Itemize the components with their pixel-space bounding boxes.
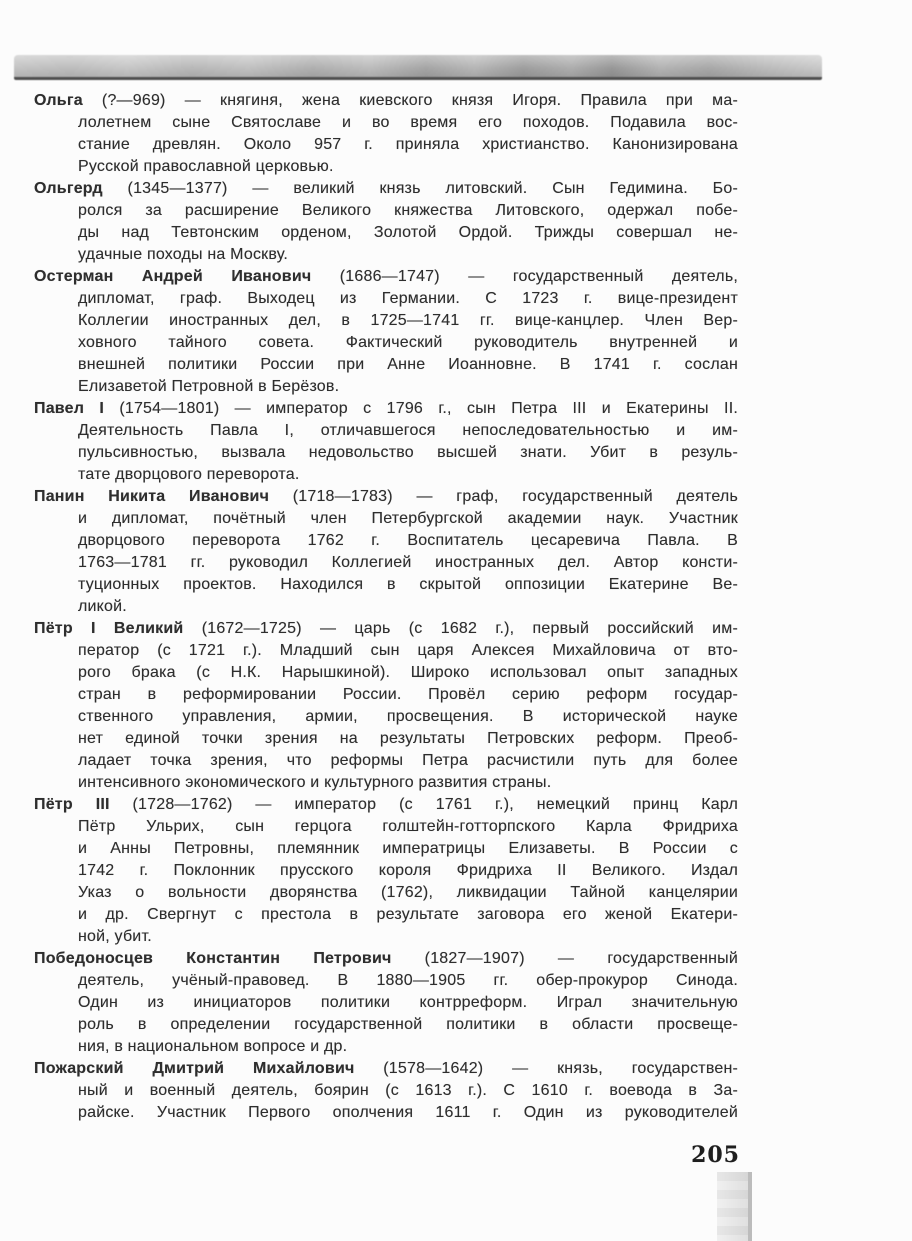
entry-term: Остерман Андрей Иванович bbox=[34, 268, 312, 285]
page-number: 205 bbox=[691, 1142, 740, 1168]
entry-line: рого брака (с Н.К. Нарышкиной). Широко использовал опыт западных bbox=[78, 664, 738, 681]
entry-line: Коллегии иностранных дел, в 1725—1741 гг. вице-канцлер. Член Вер- bbox=[78, 312, 738, 329]
entry-line: 1763—1781 гг. руководил Коллегией иностранных дел. Автор консти- bbox=[78, 554, 738, 571]
entry-line: Павел I (1754—1801) — император с 1796 г., сын Петра III и Екатерины II. bbox=[34, 400, 738, 417]
dictionary-entry bbox=[34, 1058, 738, 1124]
dictionary-entry bbox=[34, 948, 738, 1058]
entry-term: Ольга bbox=[34, 92, 83, 109]
dictionary-entry bbox=[34, 398, 738, 486]
entry-line: ный и военный деятель, боярин (с 1613 г.). С 1610 г. воевода в За- bbox=[78, 1082, 738, 1099]
entry-line: ролся за расширение Великого княжества Литовского, одержал побе- bbox=[78, 202, 738, 219]
entry-line: Победоносцев Константин Петрович (1827—1907) — государственный bbox=[34, 950, 738, 967]
entry-line: стран в реформировании России. Провёл серию реформ государ- bbox=[78, 686, 738, 703]
dictionary-entry bbox=[34, 794, 738, 948]
entry-line: ликой. bbox=[78, 598, 127, 615]
entry-line: ладает точка зрения, что реформы Петра расчистили путь для более bbox=[78, 752, 738, 769]
dictionary-entries bbox=[34, 90, 738, 1124]
entry-line: Остерман Андрей Иванович (1686—1747) — государственный деятель, bbox=[34, 268, 738, 285]
entry-line: и дипломат, почётный член Петербургской академии наук. Участник bbox=[78, 510, 738, 527]
entry-line: внешней политики России при Анне Иоанновне. В 1741 г. сослан bbox=[78, 356, 738, 373]
entry-line: стание древлян. Около 957 г. приняла христианство. Канонизирована bbox=[78, 136, 738, 153]
entry-line: Пётр III (1728—1762) — император (с 1761 г.), немецкий принц Карл bbox=[34, 796, 738, 813]
entry-line: Русской православной церковью. bbox=[78, 158, 334, 175]
entry-line: ператор (с 1721 г.). Младший сын царя Алексея Михайловича от вто- bbox=[78, 642, 738, 659]
entry-term: Пётр III bbox=[34, 796, 110, 813]
entry-line: Ольга (?—969) — княгиня, жена киевского князя Игоря. Правила при ма- bbox=[34, 92, 738, 109]
entry-line: Елизаветой Петровной в Берёзов. bbox=[78, 378, 340, 395]
entry-line: и Анны Петровны, племянник императрицы Елизаветы. В России с bbox=[78, 840, 738, 857]
entry-line: Панин Никита Иванович (1718—1783) — граф, государственный деятель bbox=[34, 488, 738, 505]
entry-line: ды над Тевтонским орденом, Золотой Ордой. Трижды совершал не- bbox=[78, 224, 738, 241]
entry-line: туционных проектов. Находился в скрытой оппозиции Екатерине Ве- bbox=[78, 576, 738, 593]
entry-line: удачные походы на Москву. bbox=[78, 246, 288, 263]
entry-line: Ольгерд (1345—1377) — великий князь литовский. Сын Гедимина. Бо- bbox=[34, 180, 738, 197]
entry-line: райске. Участник Первого ополчения 1611 г. Один из руководителей bbox=[78, 1104, 738, 1121]
entry-line: лолетнем сыне Святославе и во время его походов. Подавила вос- bbox=[78, 114, 738, 131]
entry-line: ной, убит. bbox=[78, 928, 152, 945]
entry-term: Павел I bbox=[34, 400, 105, 417]
entry-term: Ольгерд bbox=[34, 180, 103, 197]
entry-line: Пётр Ульрих, сын герцога голштейн-готторпского Карла Фридриха bbox=[78, 818, 738, 835]
entry-line: дворцового переворота 1762 г. Воспитатель цесаревича Павла. В bbox=[78, 532, 738, 549]
entry-line: нет единой точки зрения на результаты Петровских реформ. Преоб- bbox=[78, 730, 738, 747]
entry-line: дипломат, граф. Выходец из Германии. С 1723 г. вице-президент bbox=[78, 290, 738, 307]
entry-line: тате дворцового переворота. bbox=[78, 466, 300, 483]
entry-term: Пётр I Великий bbox=[34, 620, 184, 637]
entry-line: деятель, учёный-правовед. В 1880—1905 гг. обер-прокурор Синода. bbox=[78, 972, 738, 989]
entry-line: Пожарский Дмитрий Михайлович (1578—1642) — князь, государствен- bbox=[34, 1060, 739, 1077]
entry-line: интенсивного экономического и культурного развития страны. bbox=[78, 774, 552, 791]
page-edge-scan-strip bbox=[717, 1172, 752, 1241]
dictionary-entry bbox=[34, 618, 738, 794]
dictionary-entry bbox=[34, 90, 738, 178]
dictionary-entry bbox=[34, 266, 738, 398]
entry-line: Один из инициаторов политики контрреформ. Играл значительную bbox=[78, 994, 738, 1011]
entry-line: ственного управления, армии, просвещения. В исторической науке bbox=[78, 708, 738, 725]
entry-line: роль в определении государственной политики в области просвеще- bbox=[78, 1016, 738, 1033]
entry-line: Деятельность Павла I, отличавшегося непоследовательностью и им- bbox=[78, 422, 738, 439]
entry-line: пульсивностью, вызвала недовольство высшей знати. Убит в резуль- bbox=[78, 444, 738, 461]
entry-line: Пётр I Великий (1672—1725) — царь (с 1682 г.), первый российский им- bbox=[34, 620, 738, 637]
entry-term: Панин Никита Иванович bbox=[34, 488, 270, 505]
entry-line: ния, в национальном вопросе и др. bbox=[78, 1038, 348, 1055]
entry-line: и др. Свергнут с престола в результате заговора его женой Екатери- bbox=[78, 906, 738, 923]
dictionary-entry bbox=[34, 486, 738, 618]
entry-line: 1742 г. Поклонник прусского короля Фридриха II Великого. Издал bbox=[78, 862, 738, 879]
dictionary-entry bbox=[34, 178, 738, 266]
entry-term: Победоносцев Константин Петрович bbox=[34, 950, 392, 967]
entry-line: ховного тайного совета. Фактический руководитель внутренней и bbox=[78, 334, 738, 351]
entry-line: Указ о вольности дворянства (1762), ликвидации Тайной канцелярии bbox=[78, 884, 738, 901]
scanned-header-band bbox=[14, 55, 822, 80]
entry-term: Пожарский Дмитрий Михайлович bbox=[34, 1060, 355, 1077]
